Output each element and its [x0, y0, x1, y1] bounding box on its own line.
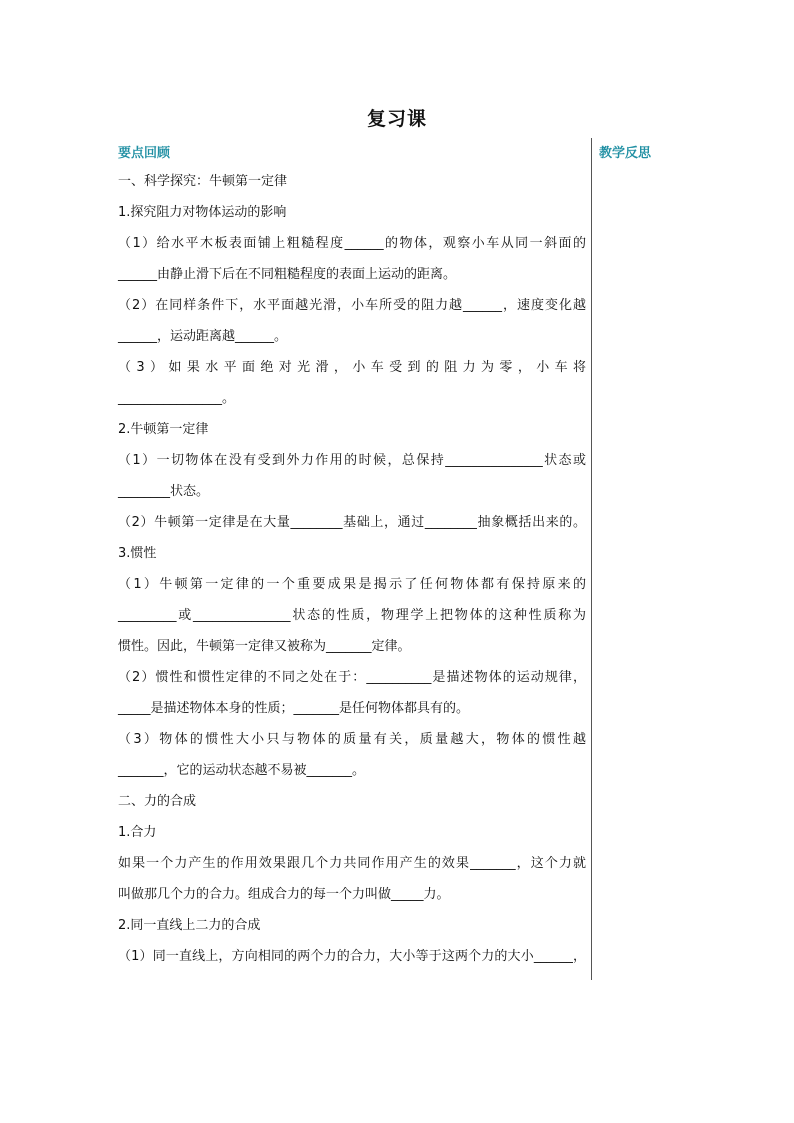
question-line: 叫做那几个力的合力。组成合力的每一个力叫做_____力。 [118, 887, 450, 902]
subsection-heading: 1.合力 [118, 825, 157, 840]
question-line: （1）给水平木板表面铺上粗糙程度______的物体，观察小车从同一斜面的 [118, 236, 586, 251]
question-line: （1）牛顿第一定律的一个重要成果是揭示了任何物体都有保持原来的 [118, 577, 586, 592]
section-heading: 二、力的合成 [118, 794, 197, 809]
question-line: ________状态。 [118, 484, 210, 499]
key-points-heading: 要点回顾 [118, 146, 171, 161]
question-line: ________________。 [118, 391, 236, 406]
column-divider [591, 138, 592, 980]
question-line: _______，它的运动状态越不易被_______。 [118, 763, 366, 778]
question-line: （2）牛顿第一定律是在大量________基础上，通过________抽象概括出来的。 [118, 515, 586, 530]
subsection-heading: 2.同一直线上二力的合成 [118, 918, 261, 933]
page-title: 复习课 [366, 108, 427, 130]
question-line: （3）如果水平面绝对光滑，小车受到的阻力为零，小车将 [118, 360, 586, 375]
question-line: ______由静止滑下后在不同粗糙程度的表面上运动的距离。 [118, 267, 457, 282]
question-line: 如果一个力产生的作用效果跟几个力共同作用产生的效果_______，这个力就 [118, 856, 586, 871]
question-line: _____是描述物体本身的性质；_______是任何物体都具有的。 [118, 701, 470, 716]
question-line: （2）惯性和惯性定律的不同之处在于：__________是描述物体的运动规律， [118, 670, 586, 685]
question-line: ______，运动距离越______。 [118, 329, 288, 344]
subsection-heading: 1.探究阻力对物体运动的影响 [118, 205, 287, 220]
review-content [118, 142, 586, 972]
section-heading: 一、科学探究：牛顿第一定律 [118, 174, 288, 189]
question-line: （3）物体的惯性大小只与物体的质量有关，质量越大，物体的惯性越 [118, 732, 586, 747]
teaching-reflection-heading: 教学反思 [599, 146, 652, 161]
question-line: （2）在同样条件下，水平面越光滑，小车所受的阻力越______，速度变化越 [118, 298, 586, 313]
subsection-heading: 2.牛顿第一定律 [118, 422, 209, 437]
question-line: _________或_______________状态的性质，物理学上把物体的这种性质称为 [118, 608, 586, 623]
question-line: 惯性。因此，牛顿第一定律又被称为_______定律。 [118, 639, 411, 654]
question-line: （1）同一直线上，方向相同的两个力的合力，大小等于这两个力的大小______， [118, 949, 586, 964]
question-line: （1）一切物体在没有受到外力作用的时候，总保持_______________状态或 [118, 453, 586, 468]
subsection-heading: 3.惯性 [118, 546, 157, 561]
